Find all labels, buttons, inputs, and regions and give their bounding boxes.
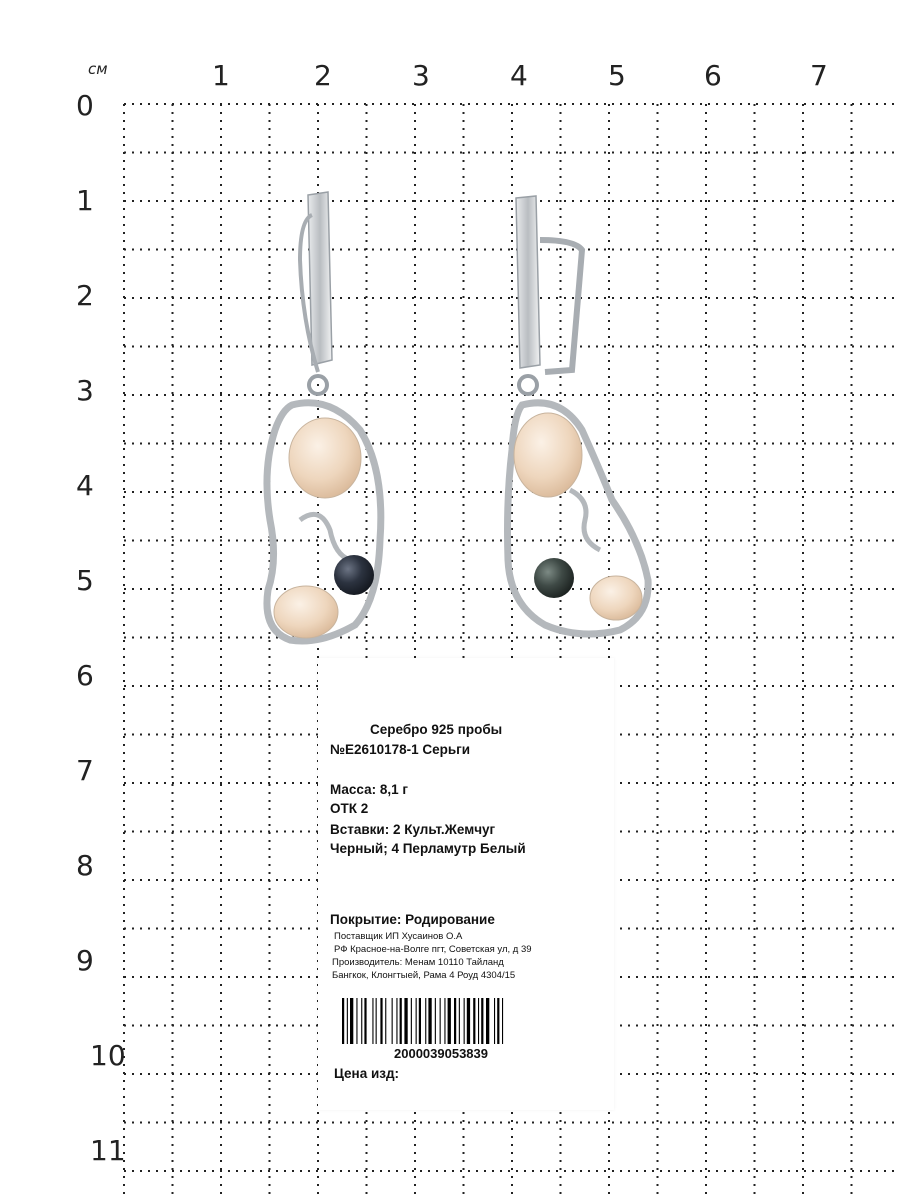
mother-of-pearl-stone [590, 576, 642, 620]
barcode [342, 998, 558, 1044]
x-axis-label: 2 [314, 59, 332, 92]
y-axis-label: 0 [76, 89, 94, 122]
tag-supplier-1: Поставщик ИП Хусаинов О.А [334, 931, 463, 942]
tag-price: Цена изд: [334, 1066, 400, 1081]
y-axis-label: 6 [76, 659, 94, 692]
x-axis-label: 7 [810, 59, 828, 92]
x-axis-label: 3 [412, 59, 430, 92]
y-axis-label: 5 [76, 564, 94, 597]
y-axis-label: 9 [76, 944, 94, 977]
tag-otk: ОТК 2 [330, 801, 369, 816]
mother-of-pearl-stone [274, 586, 338, 638]
x-axis-label: 6 [704, 59, 722, 92]
x-axis-label: 4 [510, 59, 528, 92]
tag-title: Серебро 925 пробы [370, 722, 503, 737]
tag-supplier-4: Бангкок, Клонгтыей, Рама 4 Роуд 4304/15 [332, 970, 516, 981]
mother-of-pearl-stone [514, 413, 582, 497]
tag-coating: Покрытие: Родирование [330, 912, 495, 927]
y-axis-label: 2 [76, 279, 94, 312]
x-axis-label: 1 [212, 59, 230, 92]
tag-supplier-2: РФ Красное-на-Волге пгт, Советская ул, д 39 [334, 944, 532, 955]
y-axis-label: 4 [76, 469, 94, 502]
unit-label: см [88, 60, 108, 78]
tag-mass: Масса: 8,1 г [330, 782, 408, 797]
tag-inserts-1: Вставки: 2 Культ.Жемчуг [330, 822, 496, 837]
y-axis-label: 7 [76, 754, 94, 787]
tag-article: №E2610178-1 Серьги [330, 742, 471, 757]
y-axis-label: 10 [90, 1039, 126, 1072]
y-axis-label: 8 [76, 849, 94, 882]
tag-inserts-2: Черный; 4 Перламутр Белый [330, 841, 526, 856]
x-axis-label: 5 [608, 59, 626, 92]
y-axis-label: 1 [76, 184, 94, 217]
y-axis-label: 11 [90, 1134, 126, 1167]
green-black-pearl [534, 558, 574, 598]
left-earring [267, 192, 381, 641]
right-earring [508, 196, 649, 634]
mother-of-pearl-stone [289, 418, 361, 498]
product-tag [318, 658, 614, 1110]
y-axis-label: 3 [76, 374, 94, 407]
tag-supplier-3: Производитель: Менам 10110 Тайланд [332, 957, 504, 968]
black-pearl [334, 555, 374, 595]
barcode-number: 2000039053839 [394, 1046, 488, 1061]
